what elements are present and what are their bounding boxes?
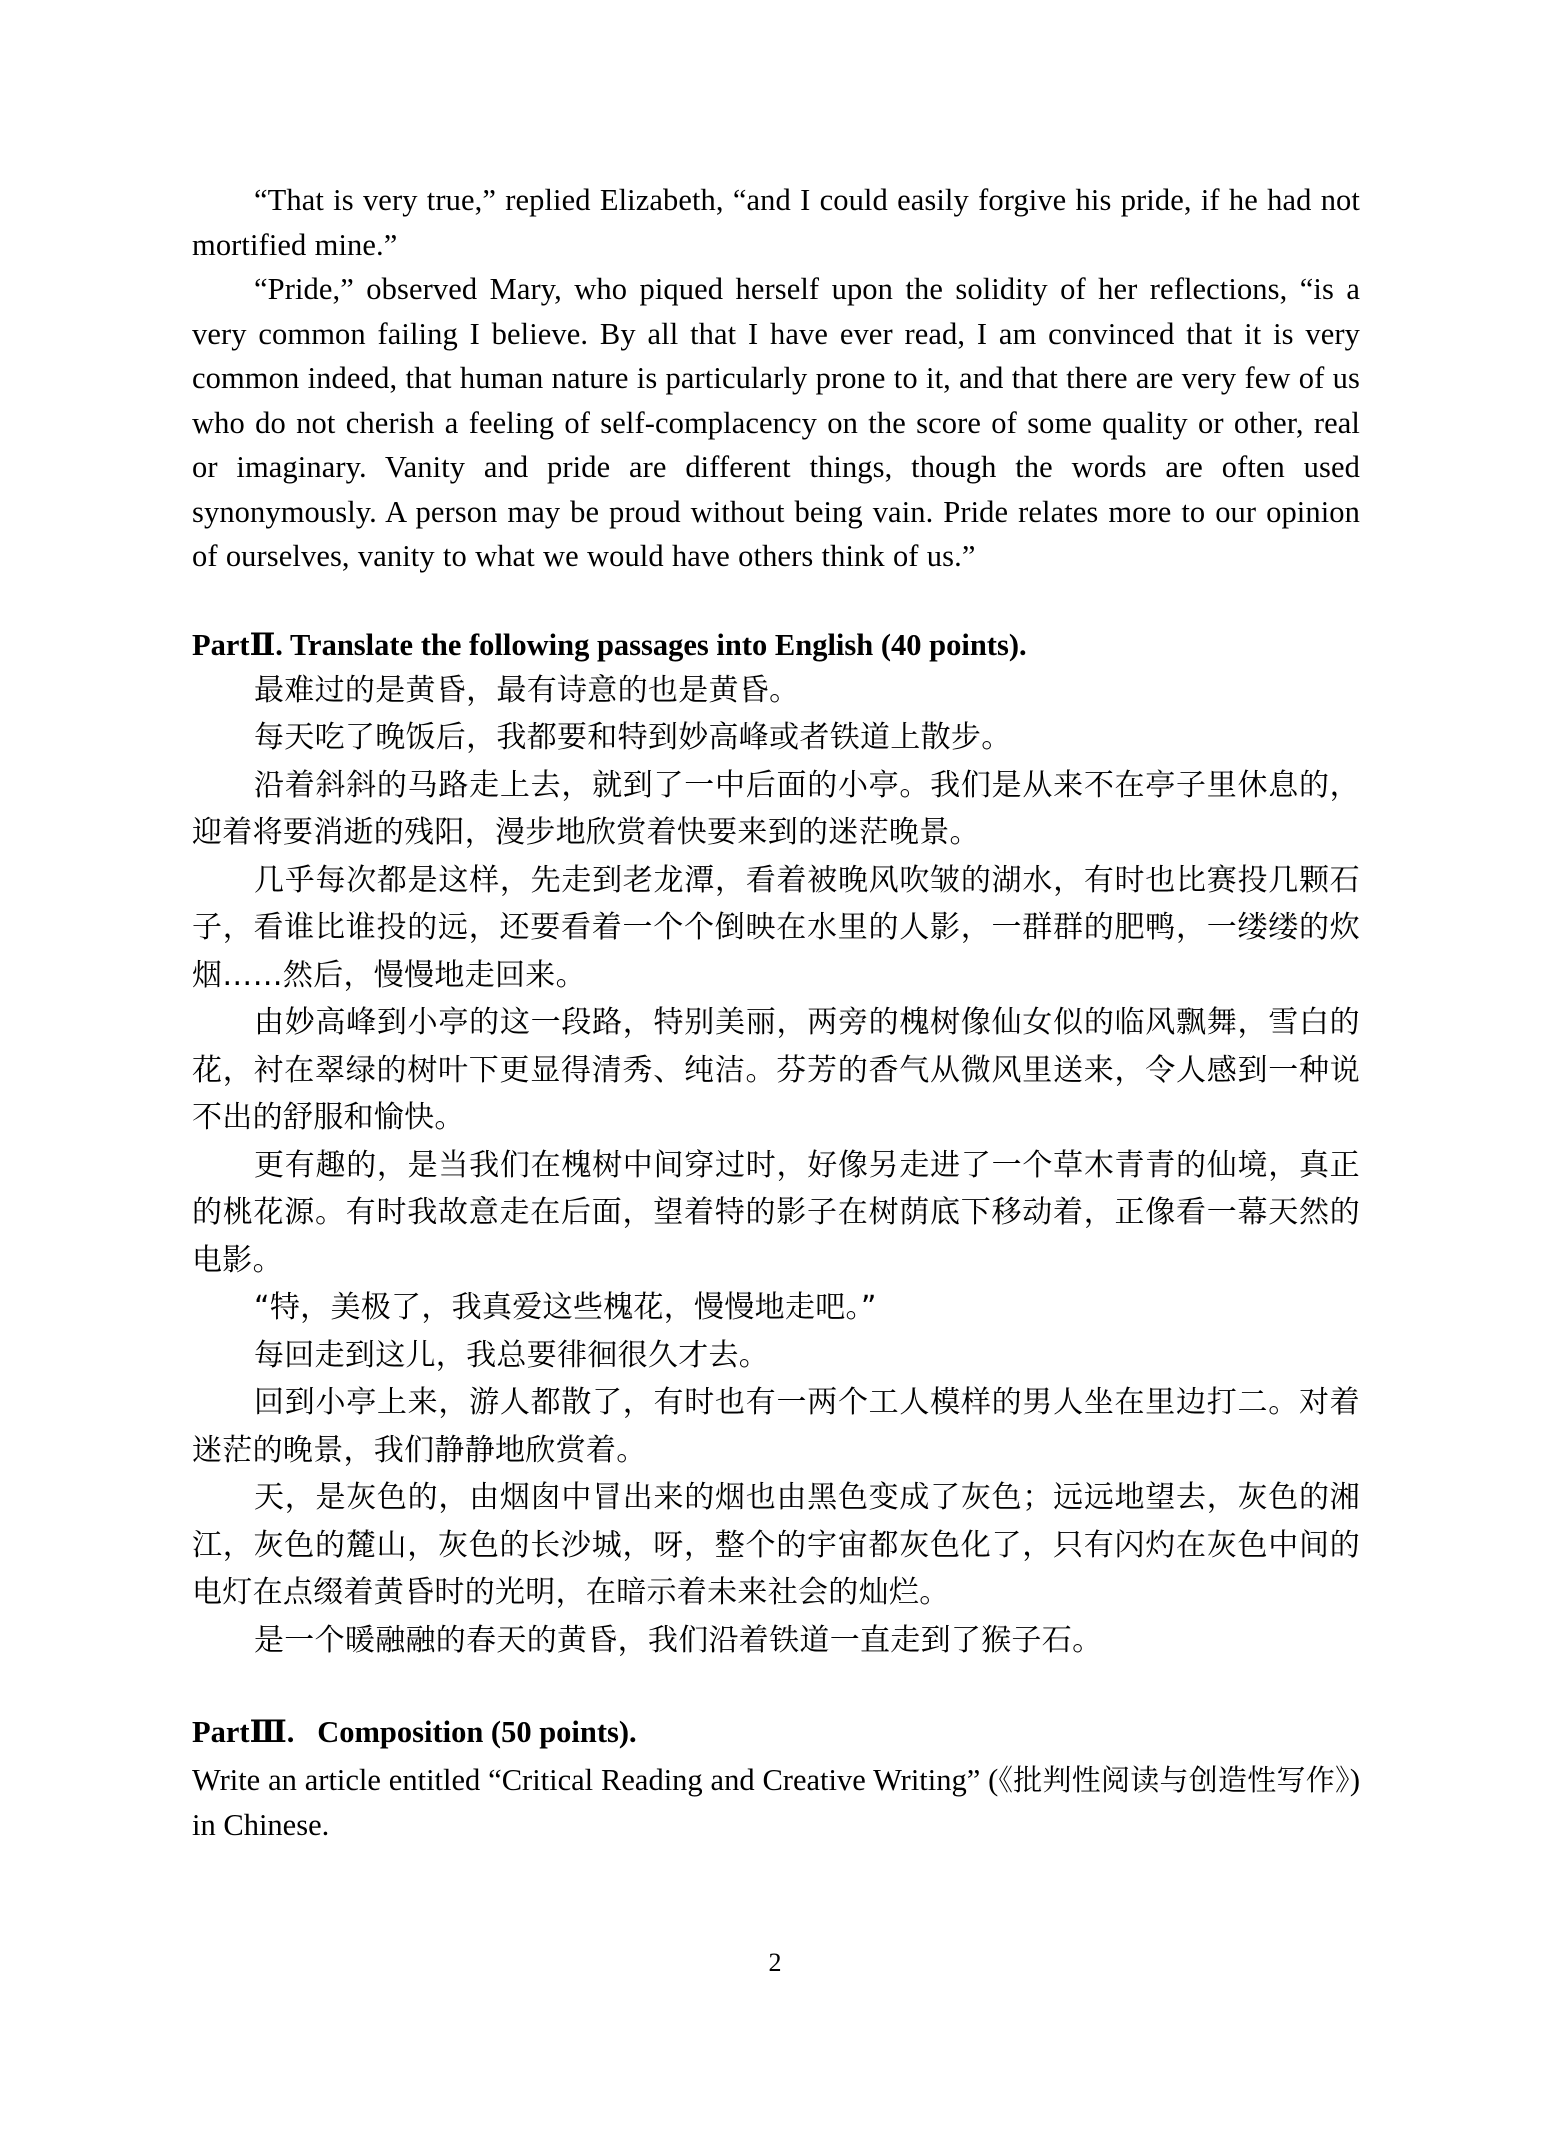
- part-three-instruction-prefix: Write an article entitled “Critical Reading and Creative Writing” (: [192, 1763, 999, 1797]
- part-two-paragraph-8: 每回走到这儿，我总要徘徊很久才去。: [254, 1337, 770, 1373]
- part-two-paragraph-11: 是一个暖融融的春天的黄昏，我们沿着铁道一直走到了猴子石。: [254, 1622, 1103, 1658]
- part-three-section: [192, 1710, 1360, 1847]
- part-three-heading: PartⅢ. Composition (50 points).: [192, 1715, 637, 1749]
- part-three-instruction-suffix: ) in Chinese.: [192, 1763, 1360, 1842]
- part-two-section: [192, 623, 1360, 1665]
- part-two-paragraph-1: 最难过的是黄昏，最有诗意的也是黄昏。: [254, 672, 800, 708]
- part-three-instruction: [192, 1758, 1360, 1847]
- english-passage-section: [192, 178, 1360, 579]
- part-two-paragraph-9: 回到小亭上来，游人都散了，有时也有一两个工人模样的男人坐在里边打二。对着迷茫的晚景，我们静静地欣赏着。: [192, 1385, 1360, 1468]
- part-two-paragraph-7: “特，美极了，我真爱这些槐花，慢慢地走吧。”: [254, 1290, 877, 1325]
- part-two-paragraph-10: 天，是灰色的，由烟囱中冒出来的烟也由黑色变成了灰色；远远地望去，灰色的湘江，灰色的麓山，灰色的长沙城，呀，整个的宇宙都灰色化了，只有闪灼在灰色中间的电灯在点缀着黄昏时的光明，在暗示着未来社会的灿烂。: [192, 1480, 1360, 1610]
- part-two-heading: PartⅡ. Translate the following passages into English (40 points).: [192, 627, 1027, 662]
- english-paragraph-1: “That is very true,” replied Elizabeth, “and I could easily forgive his pride, if he had not mortified mine.”: [192, 183, 1360, 262]
- part-two-paragraph-4: 几乎每次都是这样，先走到老龙潭，看着被晚风吹皱的湖水，有时也比赛投几颗石子，看谁比谁投的远，还要看着一个个倒映在水里的人影，一群群的肥鸭，一缕缕的炊烟……然后，慢慢地走回来。: [192, 862, 1360, 993]
- part-two-paragraph-5: 由妙高峰到小亭的这一段路，特别美丽，两旁的槐树像仙女似的临风飘舞，雪白的花，衬在翠绿的树叶下更显得清秀、纯洁。芬芳的香气从微风里送来，令人感到一种说不出的舒服和愉快。: [192, 1005, 1360, 1135]
- page-content: [192, 178, 1360, 1847]
- part-two-paragraph-6: 更有趣的，是当我们在槐树中间穿过时，好像另走进了一个草木青青的仙境，真正的桃花源。有时我故意走在后面，望着特的影子在树荫底下移动着，正像看一幕天然的电影。: [192, 1147, 1360, 1278]
- part-two-paragraph-2: 每天吃了晚饭后，我都要和特到妙高峰或者铁道上散步。: [254, 720, 1012, 755]
- english-paragraph-2: “Pride,” observed Mary, who piqued herself upon the solidity of her reflections, “is a very common failing I believe. By all that I have ever read, I am convinced that it is very common indeed, that human nature is particularly prone to it, and that there are very few of us who do not cherish a feeling of self-complacency on the score of some quality or other, real or imaginary. Vanity and pride are different things, though the words are often used synonymously. A person may be proud without being vain. Pride relates more to our opinion of ourselves, vanity to what we would have others think of us.”: [192, 272, 1360, 573]
- part-three-article-title-cjk: 《批判性阅读与创造性写作》: [998, 1763, 1350, 1797]
- page-number: 2: [768, 1948, 782, 1977]
- part-two-paragraph-3: 沿着斜斜的马路走上去，就到了一中后面的小亭。我们是从来不在亭子里休息的，迎着将要消逝的残阳，漫步地欣赏着快要来到的迷茫晚景。: [192, 767, 1360, 850]
